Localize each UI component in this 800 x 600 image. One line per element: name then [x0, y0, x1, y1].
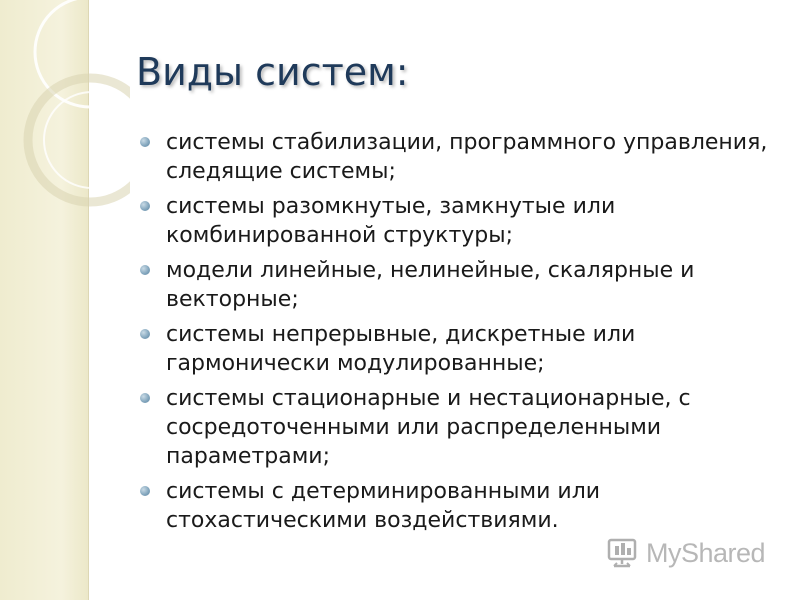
bullet-text: системы с детерминированными или стохастическими воздействиями. [166, 479, 601, 533]
bullet-dot-icon [140, 201, 150, 211]
bullet-text: системы стабилизации, программного управления, следящие системы; [166, 130, 768, 184]
bullet-text: системы стационарные и нестационарные, с сосредоточенными или распределенными параметрами; [166, 386, 691, 469]
bullet-item [140, 192, 780, 250]
bullet-item [140, 477, 780, 535]
bullet-dot-icon [140, 137, 150, 147]
bullet-dot-icon [140, 393, 150, 403]
bullet-text: системы непрерывные, дискретные или гармонически модулированные; [166, 322, 636, 376]
bullet-text: системы разомкнутые, замкнутые или комбинированной структуры; [166, 194, 616, 248]
bullet-item [140, 128, 780, 186]
bullet-item [140, 320, 780, 378]
watermark-text: MyShared [646, 537, 766, 568]
myshared-logo-icon [606, 536, 640, 570]
bullet-list [140, 128, 780, 541]
slide-title: Виды систем: [136, 50, 409, 94]
bullet-dot-icon [140, 486, 150, 496]
bullet-item [140, 256, 780, 314]
bullet-text: модели линейные, нелинейные, скалярные и векторные; [166, 258, 695, 312]
decor-circles [0, 0, 130, 600]
watermark [606, 536, 765, 570]
bullet-dot-icon [140, 329, 150, 339]
bullet-item [140, 384, 780, 471]
bullet-dot-icon [140, 265, 150, 275]
